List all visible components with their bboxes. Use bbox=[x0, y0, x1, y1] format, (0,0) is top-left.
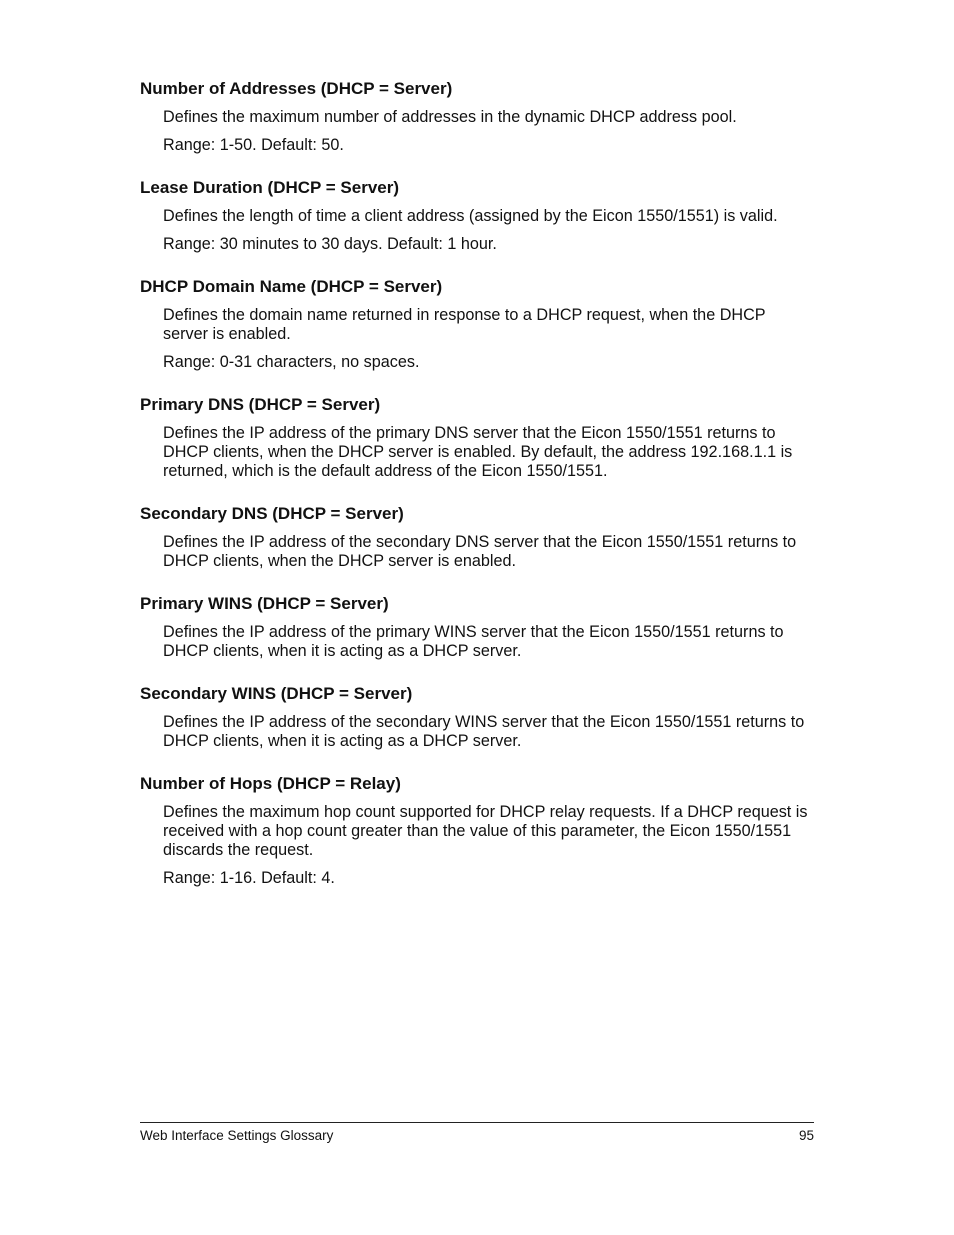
section-description: Defines the IP address of the primary DNS server that the Eicon 1550/1551 returns to DHCP clients, when the DHCP server is enabled. By default, the address 192.168.1.1 is returned, which is the default address of the Eicon 1550/1551. bbox=[163, 424, 793, 480]
section-range: Range: 30 minutes to 30 days. Default: 1 hour. bbox=[163, 235, 497, 253]
section-lease-duration bbox=[140, 177, 814, 254]
section-description: Defines the IP address of the secondary DNS server that the Eicon 1550/1551 returns to DHCP clients, when the DHCP server is enabled. bbox=[163, 533, 797, 570]
section-heading: DHCP Domain Name (DHCP = Server) bbox=[140, 277, 443, 296]
section-heading: Primary WINS (DHCP = Server) bbox=[140, 594, 389, 613]
document-body bbox=[140, 78, 814, 897]
section-description: Defines the length of time a client address (assigned by the Eicon 1550/1551) is valid. bbox=[163, 207, 778, 225]
section-heading: Primary DNS (DHCP = Server) bbox=[140, 395, 381, 414]
section-description: Defines the maximum hop count supported for DHCP relay requests. If a DHCP request is received with a hop count greater than the value of this parameter, the Eicon 1550/1551 discards the request. bbox=[163, 803, 808, 859]
section-heading: Number of Hops (DHCP = Relay) bbox=[140, 774, 401, 793]
section-description: Defines the IP address of the secondary WINS server that the Eicon 1550/1551 returns to DHCP clients, when it is acting as a DHCP server. bbox=[163, 713, 805, 750]
section-secondary-dns bbox=[140, 503, 814, 571]
section-description: Defines the maximum number of addresses in the dynamic DHCP address pool. bbox=[163, 108, 737, 126]
section-primary-dns bbox=[140, 394, 814, 481]
section-heading: Secondary DNS (DHCP = Server) bbox=[140, 504, 404, 523]
page-number: 95 bbox=[798, 1128, 814, 1143]
section-range: Range: 1-16. Default: 4. bbox=[163, 869, 335, 887]
footer-divider bbox=[140, 1122, 814, 1123]
section-heading: Lease Duration (DHCP = Server) bbox=[140, 178, 400, 197]
section-description: Defines the IP address of the primary WINS server that the Eicon 1550/1551 returns to DHCP clients, when it is acting as a DHCP server. bbox=[163, 623, 784, 660]
section-range: Range: 0-31 characters, no spaces. bbox=[163, 353, 420, 371]
section-description: Defines the domain name returned in response to a DHCP request, when the DHCP server is enabled. bbox=[163, 306, 766, 343]
section-range: Range: 1-50. Default: 50. bbox=[163, 136, 344, 154]
section-heading: Secondary WINS (DHCP = Server) bbox=[140, 684, 413, 703]
section-dhcp-domain-name bbox=[140, 276, 814, 372]
section-number-of-hops bbox=[140, 773, 814, 888]
footer-title: Web Interface Settings Glossary bbox=[140, 1128, 334, 1143]
section-number-of-addresses bbox=[140, 78, 814, 155]
section-primary-wins bbox=[140, 593, 814, 661]
section-secondary-wins bbox=[140, 683, 814, 751]
section-heading: Number of Addresses (DHCP = Server) bbox=[140, 79, 453, 98]
